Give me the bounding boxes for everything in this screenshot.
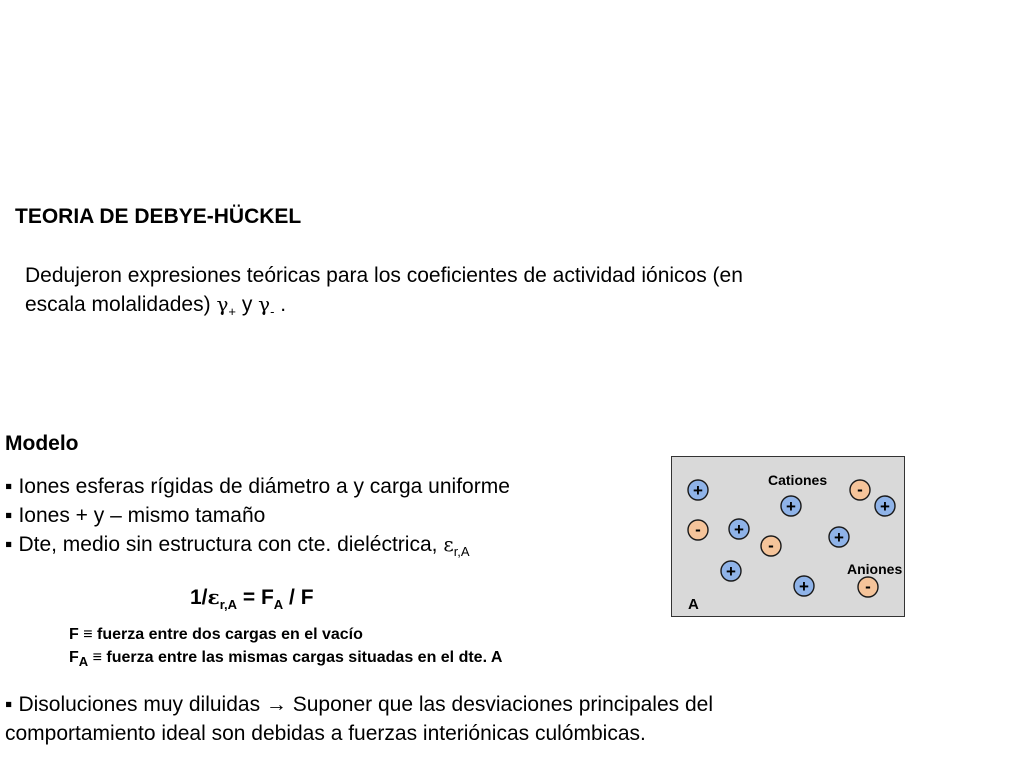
- anion-sign: -: [865, 577, 871, 596]
- closing-line-1: [5, 690, 905, 719]
- epsilon-symbol: ε: [443, 532, 454, 556]
- formula-epsilon-subscript: r,A: [219, 597, 238, 613]
- cation-ion: [688, 480, 708, 500]
- epsilon-subscript: r,A: [453, 544, 470, 560]
- anion-sign: -: [695, 520, 701, 539]
- anion-ion: [850, 480, 870, 500]
- cation-sign: +: [734, 520, 744, 539]
- bullet-rigid-spheres: [5, 472, 510, 501]
- intro-paragraph: [25, 261, 905, 319]
- gamma-minus-subscript: -: [270, 304, 275, 320]
- cation-sign: +: [786, 497, 796, 516]
- gamma-plus-subscript: +: [228, 304, 236, 320]
- bullet-dielectric-text: Dte, medio sin estructura con cte. dieléctrica,: [18, 533, 444, 556]
- cation-sign: +: [799, 577, 809, 596]
- cationes-label: Cationes: [768, 472, 828, 488]
- formula-fa-subscript: A: [273, 597, 284, 613]
- bullet-dielectric: [5, 530, 510, 559]
- closing-line-1-text: Disoluciones muy diluidas → Suponer que las desviaciones principales del: [18, 693, 714, 716]
- definition-fa-text: ≡ fuerza entre las mismas cargas situadas en el dte. A: [88, 649, 503, 666]
- bullet-rigid-spheres-text: Iones esferas rígidas de diámetro a y carga uniforme: [18, 475, 510, 498]
- formula-lhs: 1/: [190, 586, 208, 609]
- cation-ion: [781, 496, 801, 516]
- intro-end: .: [274, 293, 287, 316]
- cation-ion: [729, 519, 749, 539]
- aniones-label: Aniones: [847, 561, 903, 577]
- closing-line-2: comportamiento ideal son debidas a fuerzas interiónicas culómbicas.: [5, 722, 646, 745]
- dielectric-formula: [190, 585, 314, 613]
- anion-sign: -: [857, 480, 863, 499]
- cation-sign: +: [880, 497, 890, 516]
- cation-sign: +: [693, 481, 703, 500]
- gamma-plus-symbol: γ: [216, 292, 229, 316]
- closing-bullet-marker: ▪: [5, 693, 13, 716]
- ion-diagram: [671, 456, 905, 617]
- cation-sign: +: [726, 562, 736, 581]
- medium-a-label: A: [688, 596, 699, 613]
- cation-ion: [875, 496, 895, 516]
- page-title: TEORIA DE DEBYE-HÜCKEL: [15, 205, 302, 228]
- intro-and-text: y: [235, 293, 259, 316]
- definition-fa-subscript: A: [78, 654, 89, 670]
- cation-ion: [721, 561, 741, 581]
- anion-ion: [858, 577, 878, 597]
- bullet-same-size: [5, 501, 510, 530]
- anion-sign: -: [768, 536, 774, 555]
- gamma-minus-symbol: γ: [258, 292, 271, 316]
- formula-rhs: / F: [283, 586, 314, 609]
- anion-ion: [688, 520, 708, 540]
- cation-sign: +: [834, 528, 844, 547]
- cation-ion: [829, 527, 849, 547]
- closing-bullet: [5, 690, 905, 748]
- formula-epsilon: ε: [207, 585, 220, 609]
- cation-ion: [794, 576, 814, 596]
- definition-f: F ≡ fuerza entre dos cargas en el vacío: [69, 626, 363, 643]
- anion-ion: [761, 536, 781, 556]
- bullet-same-size-text: Iones + y – mismo tamaño: [18, 504, 266, 527]
- definition-fa: [69, 649, 503, 670]
- definition-fa-symbol: F: [69, 649, 79, 666]
- formula-equals-fa: = F: [237, 586, 274, 609]
- model-heading: Modelo: [5, 432, 79, 455]
- intro-line-2-text: escala molalidades): [25, 293, 217, 316]
- intro-line-1: Dedujeron expresiones teóricas para los coeficientes de actividad iónicos (en: [25, 264, 743, 287]
- model-bullet-list: [5, 472, 510, 559]
- intro-line-2: [25, 290, 905, 319]
